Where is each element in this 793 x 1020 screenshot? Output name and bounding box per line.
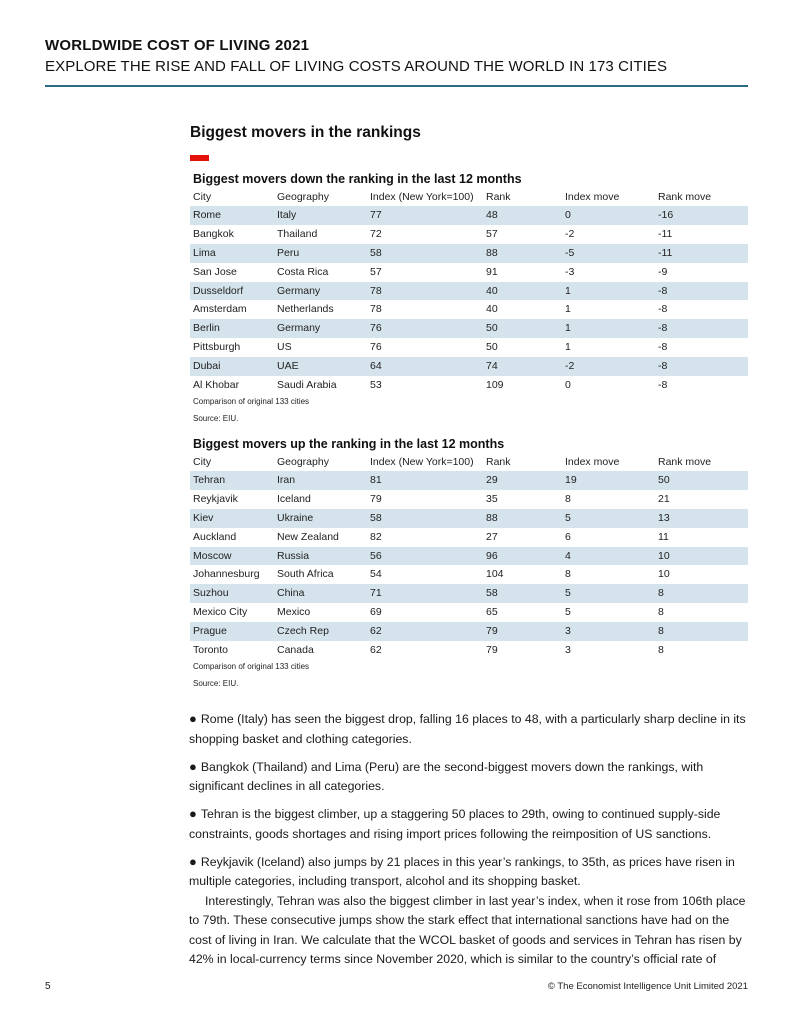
table-cell: -11 <box>658 227 673 240</box>
table-title: Biggest movers up the ranking in the last 12 months <box>193 437 505 451</box>
table-row <box>190 263 748 282</box>
table-cell: 76 <box>370 341 382 354</box>
report-subtitle: EXPLORE THE RISE AND FALL OF LIVING COSTS AROUND THE WORLD IN 173 CITIES <box>45 58 668 75</box>
body-paragraph: Interestingly, Tehran was also the biggest climber in last year’s index, when it rose from 106th place to 79th. These consecutive jumps show the stark effect that international sanctions have had on the cost of living in Iran. We calculate that the WCOL basket of goods and services in Tehran has risen by 42% in local-currency terms since November 2020, which is similar to the country’s official rate of <box>189 893 746 966</box>
column-header: Rank <box>486 191 511 203</box>
table-row <box>190 471 748 490</box>
table-header-row <box>190 188 748 206</box>
table-cell: 8 <box>658 625 664 638</box>
table-cell: China <box>277 587 305 600</box>
table-cell: -8 <box>658 303 668 316</box>
section-title: Biggest movers in the rankings <box>190 124 421 141</box>
table-cell: 5 <box>565 587 571 600</box>
table-cell: Dusseldorf <box>193 284 244 297</box>
column-header: Geography <box>277 191 329 203</box>
table-cell: 8 <box>658 606 664 619</box>
table-row <box>190 509 748 528</box>
column-header: City <box>193 456 212 468</box>
table-cell: Suzhou <box>193 587 229 600</box>
table-cell: Kiev <box>193 511 214 524</box>
table-row <box>190 376 748 395</box>
table-cell: 109 <box>486 379 504 392</box>
table-cell: 1 <box>565 322 571 335</box>
table-cell: 27 <box>486 530 498 543</box>
table-cell: 58 <box>486 587 498 600</box>
table-cell: 1 <box>565 303 571 316</box>
table-cell: Bangkok <box>193 227 234 240</box>
table-cell: Mexico <box>277 606 311 619</box>
table-cell: South Africa <box>277 568 334 581</box>
table-cell: 50 <box>658 474 670 486</box>
table-row <box>190 300 748 319</box>
column-header: Index (New York=100) <box>370 191 474 203</box>
column-header: Index move <box>565 456 620 468</box>
table-cell: 57 <box>486 227 498 240</box>
table-row <box>190 547 748 566</box>
column-header: Rank move <box>658 191 712 203</box>
table-cell: 96 <box>486 549 498 562</box>
table-cell: 5 <box>565 511 571 524</box>
table-cell: Al Khobar <box>193 379 240 392</box>
table-cell: 65 <box>486 606 498 619</box>
table-cell: 0 <box>565 209 571 221</box>
table-cell: Berlin <box>193 322 220 335</box>
bullet-icon: ● <box>189 853 197 869</box>
table-cell: 5 <box>565 606 571 619</box>
body-text <box>189 709 749 970</box>
table-row <box>190 338 748 357</box>
table-cell: 78 <box>370 303 382 316</box>
table-cell: 29 <box>486 474 498 486</box>
table-cell: 4 <box>565 549 571 562</box>
table-cell: -8 <box>658 341 668 354</box>
table-cell: 88 <box>486 511 498 524</box>
table-cell: Thailand <box>277 227 318 240</box>
page-number: 5 <box>45 981 51 992</box>
bullet-icon: ● <box>189 758 197 774</box>
table-cell: Auckland <box>193 530 237 543</box>
table-cell: San Jose <box>193 265 237 278</box>
table-cell: -8 <box>658 322 668 335</box>
table-source: Source: EIU. <box>193 678 239 688</box>
table-cell: 3 <box>565 644 571 657</box>
table-cell: Czech Rep <box>277 625 329 638</box>
table-cell: Canada <box>277 644 314 657</box>
table-cell: Johannesburg <box>193 568 260 581</box>
table-movers-up <box>190 436 748 694</box>
table-cell: -2 <box>565 360 575 373</box>
table-cell: 21 <box>658 492 670 505</box>
table-cell: Tehran <box>193 474 226 486</box>
bullet-paragraph: ● Bangkok (Thailand) and Lima (Peru) are the second-biggest movers down the rankings, with significant declines in all categories. <box>189 758 704 793</box>
column-header: Index (New York=100) <box>370 456 474 468</box>
table-cell: 62 <box>370 625 382 638</box>
table-cell: 78 <box>370 284 382 297</box>
table-row <box>190 622 748 641</box>
table-row <box>190 319 748 338</box>
table-cell: 56 <box>370 549 382 562</box>
table-row <box>190 357 748 376</box>
table-cell: -16 <box>658 209 674 221</box>
table-cell: Peru <box>277 246 300 259</box>
bullet-paragraph: ● Rome (Italy) has seen the biggest drop, falling 16 places to 48, with a particularly sharp decline in its shopping basket and clothing categories. <box>189 711 746 746</box>
table-cell: Pittsburgh <box>193 341 241 354</box>
table-note: Comparison of original 133 cities <box>193 661 310 671</box>
table-row <box>190 244 748 263</box>
table-cell: 8 <box>565 492 571 505</box>
table-cell: 62 <box>370 644 382 657</box>
table-cell: 88 <box>486 246 498 259</box>
table-cell: 8 <box>658 587 664 600</box>
table-cell: -8 <box>658 379 668 392</box>
table-cell: Dubai <box>193 360 221 373</box>
table-cell: 54 <box>370 568 382 581</box>
table-cell: 77 <box>370 209 382 221</box>
table-cell: Lima <box>193 246 216 259</box>
table-cell: 53 <box>370 379 382 392</box>
column-header: City <box>193 191 212 203</box>
table-cell: 35 <box>486 492 498 505</box>
table-cell: 1 <box>565 284 571 297</box>
table-source: Source: EIU. <box>193 413 239 423</box>
table-cell: 104 <box>486 568 504 581</box>
table-cell: 11 <box>658 530 669 543</box>
table-cell: -5 <box>565 246 575 259</box>
table-cell: Moscow <box>193 549 232 562</box>
table-title: Biggest movers down the ranking in the last 12 months <box>193 172 522 186</box>
table-cell: 81 <box>370 474 382 486</box>
table-cell: 8 <box>658 644 664 657</box>
table-cell: 64 <box>370 360 382 373</box>
table-cell: -8 <box>658 360 668 373</box>
bullet-icon: ● <box>189 806 197 821</box>
bullet-paragraph: ● Reykjavik (Iceland) also jumps by 21 places in this year’s rankings, to 35th, as prices have risen in multiple categories, including transport, alcohol and its shopping basket. <box>189 853 735 888</box>
table-cell: 40 <box>486 303 498 316</box>
table-row <box>190 641 748 660</box>
table-cell: New Zealand <box>277 530 339 543</box>
table-row <box>190 206 748 225</box>
table-cell: 6 <box>565 530 571 543</box>
table-cell: 79 <box>486 625 498 638</box>
table-cell: -9 <box>658 265 668 278</box>
column-header: Rank <box>486 456 511 468</box>
table-cell: 10 <box>658 568 670 581</box>
report-title: WORLDWIDE COST OF LIVING 2021 <box>45 37 310 54</box>
copyright-notice: © The Economist Intelligence Unit Limited 2021 <box>547 981 748 992</box>
table-row <box>190 490 748 509</box>
table-row <box>190 225 748 244</box>
table-cell: Iceland <box>277 492 311 505</box>
table-cell: 69 <box>370 606 382 619</box>
table-cell: 57 <box>370 265 382 278</box>
table-cell: 76 <box>370 322 382 335</box>
table-cell: -2 <box>565 227 575 240</box>
table-cell: 71 <box>370 587 382 600</box>
table-cell: Iran <box>277 474 296 486</box>
table-cell: Amsterdam <box>193 303 247 316</box>
table-row <box>190 528 748 547</box>
table-cell: 1 <box>565 341 571 354</box>
table-cell: Italy <box>277 209 297 221</box>
table-cell: Mexico City <box>193 606 248 619</box>
table-cell: 50 <box>486 322 498 335</box>
table-cell: 19 <box>565 474 577 486</box>
table-cell: 8 <box>565 568 571 581</box>
table-cell: Costa Rica <box>277 265 329 278</box>
table-cell: -3 <box>565 265 575 278</box>
table-cell: 91 <box>486 265 498 278</box>
header-divider <box>45 85 748 87</box>
section-marker <box>190 155 209 161</box>
table-cell: 74 <box>486 360 498 373</box>
table-cell: 79 <box>486 644 498 657</box>
table-cell: Netherlands <box>277 303 334 316</box>
table-cell: Russia <box>277 549 310 562</box>
table-cell: 13 <box>658 511 670 524</box>
table-row <box>190 603 748 622</box>
table-cell: -11 <box>658 246 673 259</box>
table-cell: Prague <box>193 625 227 638</box>
table-cell: 0 <box>565 379 571 392</box>
column-header: Rank move <box>658 456 712 468</box>
table-cell: Ukraine <box>277 511 314 524</box>
table-row <box>190 565 748 584</box>
table-cell: 82 <box>370 530 382 543</box>
table-cell: 40 <box>486 284 498 297</box>
table-cell: 58 <box>370 511 382 524</box>
table-cell: Rome <box>193 209 222 221</box>
column-header: Geography <box>277 456 329 468</box>
bullet-paragraph: ● Tehran is the biggest climber, up a staggering 50 places to 29th, owing to continued supply-side constraints, goods shortages and rising import prices following the reimposition of US sanctions. <box>189 806 721 841</box>
table-row <box>190 282 748 301</box>
table-cell: US <box>277 341 292 354</box>
table-cell: Saudi Arabia <box>277 379 337 392</box>
table-cell: 72 <box>370 227 382 240</box>
table-header-row <box>190 453 748 471</box>
table-cell: Germany <box>277 284 321 297</box>
table-row <box>190 584 748 603</box>
bullet-icon: ● <box>189 711 197 726</box>
table-cell: 79 <box>370 492 382 505</box>
table-cell: 3 <box>565 625 571 638</box>
table-cell: -8 <box>658 284 668 297</box>
table-cell: 58 <box>370 246 382 259</box>
table-cell: Germany <box>277 322 321 335</box>
table-cell: UAE <box>277 360 299 373</box>
table-cell: Reykjavik <box>193 492 238 505</box>
table-note: Comparison of original 133 cities <box>193 396 310 406</box>
table-cell: 48 <box>486 209 498 221</box>
table-cell: 10 <box>658 549 670 562</box>
column-header: Index move <box>565 191 620 203</box>
table-movers-down <box>190 171 748 429</box>
table-cell: Toronto <box>193 644 229 657</box>
table-cell: 50 <box>486 341 498 354</box>
